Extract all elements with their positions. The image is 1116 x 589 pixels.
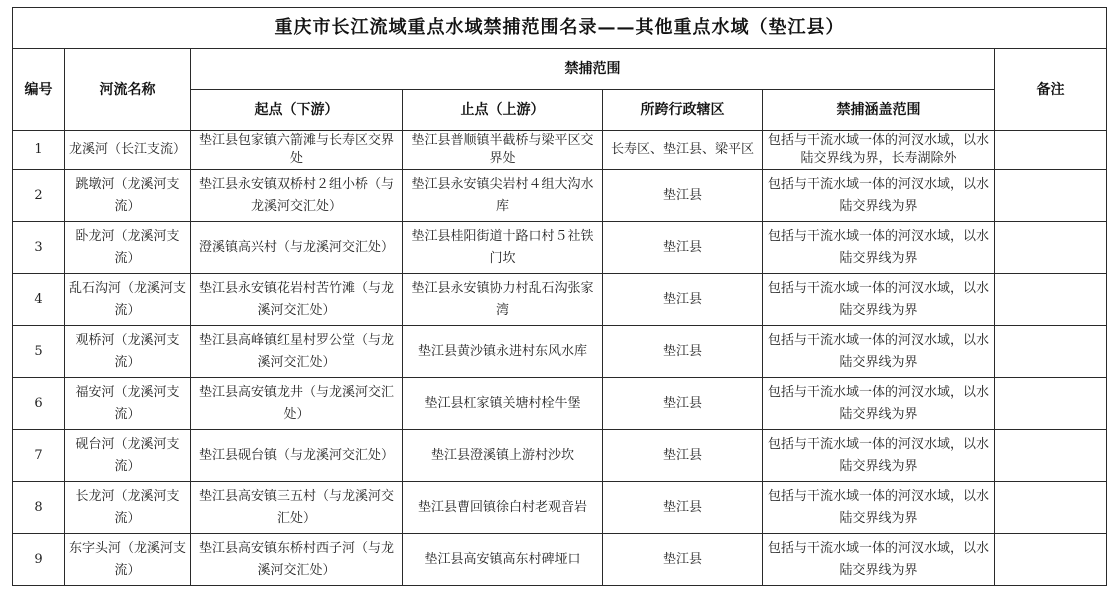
table-row [13, 378, 1107, 430]
row-river: 福安河（龙溪河支流） [65, 378, 191, 430]
row-end: 垫江县高安镇高东村碑垭口 [403, 534, 603, 586]
prohibited-fishing-table [12, 7, 1107, 586]
row-river: 砚台河（龙溪河支流） [65, 430, 191, 482]
table-row [13, 131, 1107, 170]
row-start: 垫江县包家镇六箭滩与长寿区交界处 [191, 131, 403, 170]
row-start: 澄溪镇高兴村（与龙溪河交汇处） [191, 222, 403, 274]
row-district: 垫江县 [603, 326, 763, 378]
row-district: 垫江县 [603, 222, 763, 274]
row-coverage: 包括与干流水域一体的河汊水域，以水陆交界线为界 [763, 326, 995, 378]
header-coverage: 禁捕涵盖范围 [763, 90, 995, 131]
row-start: 垫江县高安镇龙井（与龙溪河交汇处） [191, 378, 403, 430]
row-start: 垫江县高峰镇红星村罗公堂（与龙溪河交汇处） [191, 326, 403, 378]
row-start: 垫江县高安镇东桥村西子河（与龙溪河交汇处） [191, 534, 403, 586]
row-river: 东字头河（龙溪河支流） [65, 534, 191, 586]
row-district: 垫江县 [603, 170, 763, 222]
row-remark [995, 534, 1107, 586]
table-row [13, 534, 1107, 586]
row-end: 垫江县曹回镇徐白村老观音岩 [403, 482, 603, 534]
header-end: 止点（上游） [403, 90, 603, 131]
table-row [13, 482, 1107, 534]
row-district: 垫江县 [603, 274, 763, 326]
row-remark [995, 131, 1107, 170]
row-coverage: 包括与干流水域一体的河汊水域，以水陆交界线为界 [763, 170, 995, 222]
row-remark [995, 482, 1107, 534]
row-remark [995, 378, 1107, 430]
row-district: 长寿区、垫江县、梁平区 [603, 131, 763, 170]
row-no: 7 [13, 430, 65, 482]
row-no: 4 [13, 274, 65, 326]
row-end: 垫江县杠家镇关塘村栓牛堡 [403, 378, 603, 430]
row-no: 9 [13, 534, 65, 586]
row-remark [995, 326, 1107, 378]
row-district: 垫江县 [603, 534, 763, 586]
row-remark [995, 170, 1107, 222]
row-end: 垫江县黄沙镇永进村东风水库 [403, 326, 603, 378]
table-row [13, 430, 1107, 482]
row-district: 垫江县 [603, 482, 763, 534]
row-coverage: 包括与干流水域一体的河汊水域，以水陆交界线为界 [763, 222, 995, 274]
row-no: 5 [13, 326, 65, 378]
table-row [13, 222, 1107, 274]
row-river: 观桥河（龙溪河支流） [65, 326, 191, 378]
row-start: 垫江县高安镇三五村（与龙溪河交汇处） [191, 482, 403, 534]
table-row [13, 274, 1107, 326]
row-river: 跳墩河（龙溪河支流） [65, 170, 191, 222]
header-start: 起点（下游） [191, 90, 403, 131]
row-river: 乱石沟河（龙溪河支流） [65, 274, 191, 326]
row-end: 垫江县普顺镇半截桥与梁平区交界处 [403, 131, 603, 170]
row-district: 垫江县 [603, 430, 763, 482]
row-coverage: 包括与干流水域一体的河汊水域，以水陆交界线为界 [763, 534, 995, 586]
row-no: 6 [13, 378, 65, 430]
row-river: 卧龙河（龙溪河支流） [65, 222, 191, 274]
table-row [13, 170, 1107, 222]
header-river-name: 河流名称 [65, 49, 191, 131]
header-district: 所跨行政辖区 [603, 90, 763, 131]
document-sheet [12, 7, 1107, 586]
row-no: 1 [13, 131, 65, 170]
row-no: 3 [13, 222, 65, 274]
row-coverage: 包括与干流水域一体的河汊水域，以水陆交界线为界 [763, 482, 995, 534]
row-remark [995, 222, 1107, 274]
table-title: 重庆市长江流域重点水域禁捕范围名录——其他重点水域（垫江县） [13, 8, 1107, 49]
row-coverage: 包括与干流水域一体的河汊水域，以水陆交界线为界 [763, 430, 995, 482]
row-coverage: 包括与干流水域一体的河汊水域，以水陆交界线为界 [763, 274, 995, 326]
row-remark [995, 430, 1107, 482]
row-coverage: 包括与干流水域一体的河汊水域，以水陆交界线为界 [763, 378, 995, 430]
header-no: 编号 [13, 49, 65, 131]
row-end: 垫江县澄溪镇上游村沙坎 [403, 430, 603, 482]
header-range-group: 禁捕范围 [191, 49, 995, 90]
row-no: 2 [13, 170, 65, 222]
row-river: 长龙河（龙溪河支流） [65, 482, 191, 534]
row-remark [995, 274, 1107, 326]
row-end: 垫江县永安镇协力村乱石沟张家湾 [403, 274, 603, 326]
table-row [13, 326, 1107, 378]
row-end: 垫江县桂阳街道十路口村５社铁门坎 [403, 222, 603, 274]
row-start: 垫江县砚台镇（与龙溪河交汇处） [191, 430, 403, 482]
row-district: 垫江县 [603, 378, 763, 430]
row-river: 龙溪河（长江支流） [65, 131, 191, 170]
row-end: 垫江县永安镇尖岩村４组大沟水库 [403, 170, 603, 222]
row-start: 垫江县永安镇花岩村苦竹滩（与龙溪河交汇处） [191, 274, 403, 326]
header-remark: 备注 [995, 49, 1107, 131]
row-coverage: 包括与干流水域一体的河汊水域，以水陆交界线为界，长寿湖除外 [763, 131, 995, 170]
row-no: 8 [13, 482, 65, 534]
row-start: 垫江县永安镇双桥村２组小桥（与龙溪河交汇处） [191, 170, 403, 222]
